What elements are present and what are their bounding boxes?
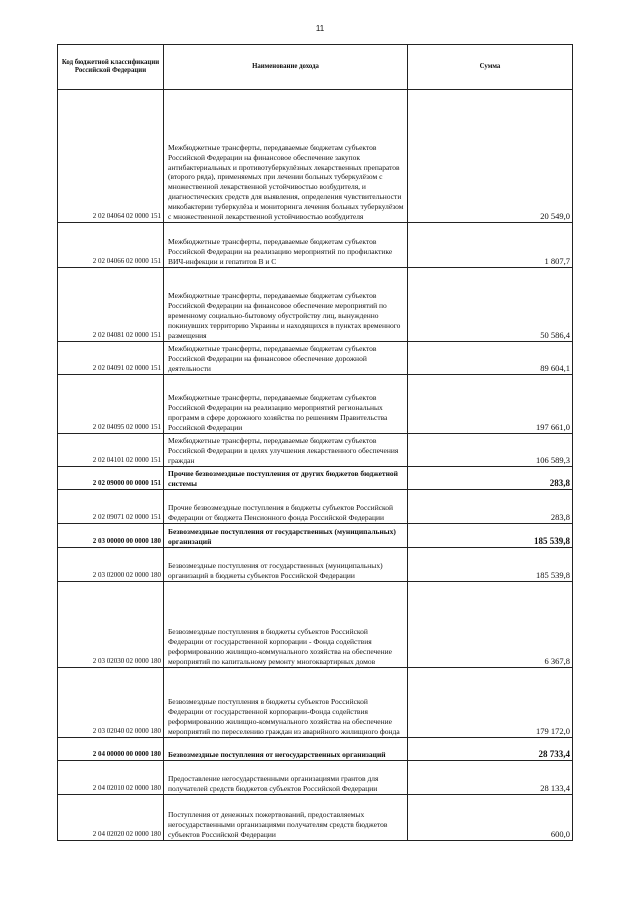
table-row: [58, 582, 573, 668]
row-amount: 600,0: [408, 795, 573, 841]
table-row-group: [58, 467, 573, 490]
row-amount: 283,8: [408, 490, 573, 524]
header-amount: Сумма: [408, 45, 573, 90]
row-name: Безвозмездные поступления от государственных (муниципальных) организаций в бюджеты субъектов Российской Федерации: [164, 548, 408, 582]
row-name: Безвозмездные поступления в бюджеты субъектов Российской Федерации от государственной корпорации-Фонда содействия реформированию жилищно-коммунального хозяйства на обеспечение мероприятий по переселению граждан из аварийного жилищного фонда: [164, 668, 408, 738]
row-name: Межбюджетные трансферты, передаваемые бюджетам субъектов Российской Федерации на финансовое обеспечение мероприятий по временному социально-бытовому обустройству лиц, вынужденно покинувших территорию Украины и находящихся в пунктах временного размещения: [164, 268, 408, 342]
row-amount: 1 807,7: [408, 223, 573, 268]
row-amount: 89 604,1: [408, 342, 573, 375]
row-code: 2 02 09071 02 0000 151: [58, 490, 164, 524]
table-row: [58, 223, 573, 268]
row-name: Прочие безвозмездные поступления от других бюджетов бюджетной системы: [164, 467, 408, 490]
revenue-table: [57, 44, 573, 841]
table-row: [58, 375, 573, 434]
row-name: Безвозмездные поступления от негосударственных организаций: [164, 738, 408, 761]
row-amount: 185 539,8: [408, 524, 573, 548]
row-amount: 179 172,0: [408, 668, 573, 738]
table-row: [58, 795, 573, 841]
row-code: 2 02 04091 02 0000 151: [58, 342, 164, 375]
table-row: [58, 548, 573, 582]
row-code: 2 02 04081 02 0000 151: [58, 268, 164, 342]
row-code: 2 03 02030 02 0000 180: [58, 582, 164, 668]
row-amount: 185 539,8: [408, 548, 573, 582]
row-name: Прочие безвозмездные поступления в бюджеты субъектов Российской Федерации от бюджета Пенсионного фонда Российской Федерации: [164, 490, 408, 524]
row-amount: 50 586,4: [408, 268, 573, 342]
row-code: 2 02 09000 00 0000 151: [58, 467, 164, 490]
table-row: [58, 90, 573, 223]
row-name: Безвозмездные поступления от государственных (муниципальных) организаций: [164, 524, 408, 548]
table-header-row: [58, 45, 573, 90]
row-amount: 283,8: [408, 467, 573, 490]
row-amount: 6 367,8: [408, 582, 573, 668]
table-row: [58, 342, 573, 375]
table-row: [58, 490, 573, 524]
table-row: [58, 268, 573, 342]
row-name: Межбюджетные трансферты, передаваемые бюджетам субъектов Российской Федерации в целях улучшения лекарственного обеспечения граждан: [164, 434, 408, 467]
row-name: Предоставление негосударственными организациями грантов для получателей средств бюджетов субъектов Российской Федерации: [164, 761, 408, 795]
row-code: 2 02 04064 02 0000 151: [58, 90, 164, 223]
row-name: Межбюджетные трансферты, передаваемые бюджетам субъектов Российской Федерации на реализацию мероприятий по профилактике ВИЧ-инфекции и гепатитов В и С: [164, 223, 408, 268]
row-code: 2 04 02010 02 0000 180: [58, 761, 164, 795]
row-name: Межбюджетные трансферты, передаваемые бюджетам субъектов Российской Федерации на финансовое обеспечение дорожной деятельности: [164, 342, 408, 375]
row-code: 2 02 04101 02 0000 151: [58, 434, 164, 467]
page-number: 11: [315, 24, 325, 33]
row-amount: 20 549,0: [408, 90, 573, 223]
row-name: Межбюджетные трансферты, передаваемые бюджетам субъектов Российской Федерации на реализацию мероприятий региональных программ в сфере дорожного хозяйства по решениям Правительства Российской Федерации: [164, 375, 408, 434]
table-row: [58, 434, 573, 467]
row-name: Межбюджетные трансферты, передаваемые бюджетам субъектов Российской Федерации на финансовое обеспечение закупок антибактериальных и противотуберкулёзных лекарственных препаратов (второго ряда), применяемых при лечении больных туберкулёзом с множественной лекарственной устойчивостью возбудителя, и диагностических средств для выявления, определения чувствительности микобактерии туберкулёза и мониторинга лечения больных туберкулёзом с множественной лекарственной устойчивостью возбудителя: [164, 90, 408, 223]
header-name: Наименование дохода: [164, 45, 408, 90]
header-code: Код бюджетной классификации Российской Федерации: [58, 45, 164, 90]
row-amount: 28 733,4: [408, 738, 573, 761]
row-code: 2 03 00000 00 0000 180: [58, 524, 164, 548]
table-row-group: [58, 524, 573, 548]
table-row: [58, 761, 573, 795]
row-code: 2 02 04095 02 0000 151: [58, 375, 164, 434]
table-row: [58, 668, 573, 738]
row-amount: 106 589,3: [408, 434, 573, 467]
row-code: 2 04 00000 00 0000 180: [58, 738, 164, 761]
row-code: 2 02 04066 02 0000 151: [58, 223, 164, 268]
table-row-group: [58, 738, 573, 761]
row-code: 2 03 02040 02 0000 180: [58, 668, 164, 738]
row-code: 2 04 02020 02 0000 180: [58, 795, 164, 841]
row-name: Безвозмездные поступления в бюджеты субъектов Российской Федерации от государственной корпорации - Фонда содействия реформированию жилищно-коммунального хозяйства на обеспечение мероприятий по капитальному ремонту многоквартирных домов: [164, 582, 408, 668]
row-amount: 197 661,0: [408, 375, 573, 434]
row-code: 2 03 02000 02 0000 180: [58, 548, 164, 582]
row-name: Поступления от денежных пожертвований, предоставляемых негосударственными организациями получателям средств бюджетов субъектов Российской Федерации: [164, 795, 408, 841]
row-amount: 28 133,4: [408, 761, 573, 795]
